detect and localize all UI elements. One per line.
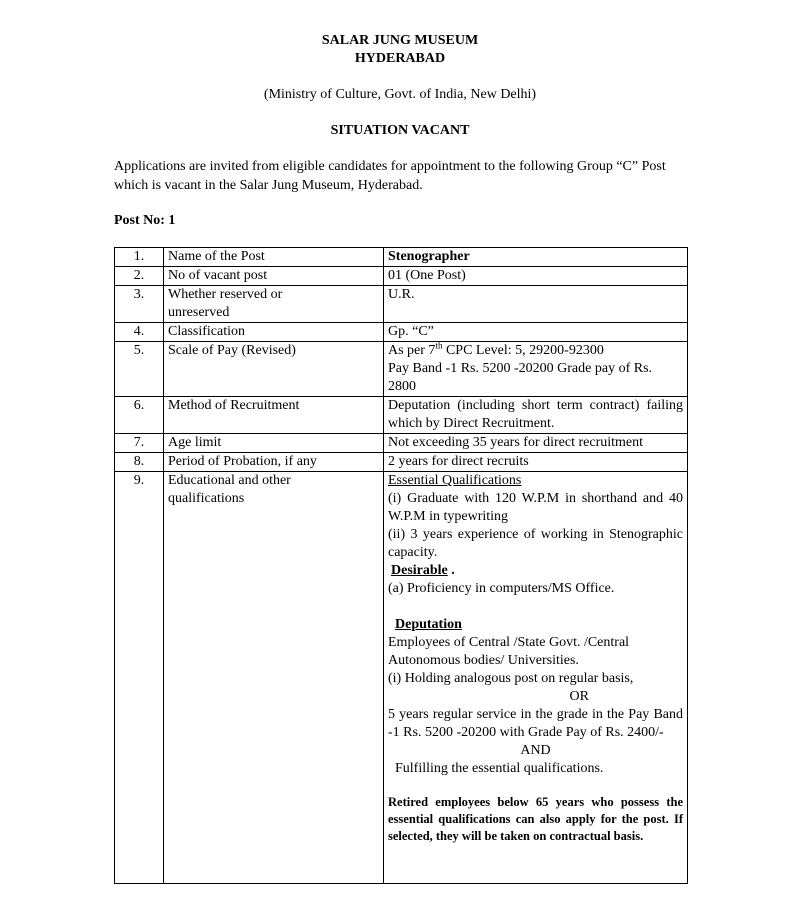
- or-separator: OR: [569, 689, 589, 704]
- post-number: Post No: 1: [114, 213, 176, 228]
- row-value: 2 years for direct recruits: [384, 453, 688, 472]
- row-label: Method of Recruitment: [164, 397, 384, 434]
- museum-name: SALAR JUNG MUSEUM: [321, 33, 479, 48]
- intro-paragraph: Applications are invited from eligible candidates for appointment to the following Group “C” Post which is vacant in the Salar Jung Museum, Hyderabad.: [114, 159, 666, 193]
- row-number: 6.: [115, 397, 164, 434]
- row-label: Age limit: [164, 434, 384, 453]
- table-row: [115, 342, 688, 397]
- row-label: Educational and other qualifications: [164, 472, 384, 884]
- row-number: 5.: [115, 342, 164, 397]
- row-label: Scale of Pay (Revised): [164, 342, 384, 397]
- deputation-heading: Deputation: [395, 617, 462, 632]
- row-value: [384, 342, 688, 397]
- row-number: 8.: [115, 453, 164, 472]
- essential-item: (i) Graduate with 120 W.P.M in shorthand and 40 W.P.M in typewriting: [388, 491, 683, 524]
- row-label: Period of Probation, if any: [164, 453, 384, 472]
- row-number: 7.: [115, 434, 164, 453]
- table-row: [115, 434, 688, 453]
- table-row: [115, 286, 688, 323]
- pay-level-text-end: CPC Level: 5, 29200-92300: [442, 343, 604, 358]
- table-row: [115, 453, 688, 472]
- pay-level-text: As per 7: [388, 343, 436, 358]
- desirable-dot: .: [447, 563, 455, 578]
- document-header: [0, 32, 800, 68]
- row-label: Name of the Post: [164, 248, 384, 267]
- retired-note: Retired employees below 65 years who possess the essential qualifications can also apply for the post. If selected, they will be taken on contractual basis.: [388, 795, 683, 843]
- table-row: [115, 397, 688, 434]
- row-label: No of vacant post: [164, 267, 384, 286]
- row-value: Stenographer: [384, 248, 688, 267]
- pay-level-sup: th: [435, 340, 443, 351]
- row-value: U.R.: [384, 286, 688, 323]
- and-separator: AND: [520, 743, 551, 758]
- row-number: 9.: [115, 472, 164, 884]
- pay-band-line: Pay Band -1 Rs. 5200 -20200 Grade pay of Rs. 2800: [388, 361, 653, 394]
- row-value: Not exceeding 35 years for direct recruitment: [384, 434, 688, 453]
- row-number: 1.: [115, 248, 164, 267]
- deputation-item: Fulfilling the essential qualifications.: [395, 761, 604, 776]
- table-row: [115, 323, 688, 342]
- museum-city: HYDERABAD: [354, 51, 446, 66]
- page-title: SITUATION VACANT: [330, 123, 470, 138]
- qualifications-cell: [384, 472, 688, 884]
- deputation-item: (i) Holding analogous post on regular basis,: [388, 671, 634, 686]
- table-row: [115, 472, 688, 884]
- desirable-heading: Desirable: [391, 563, 448, 578]
- deputation-item: Employees of Central /State Govt. /Central Autonomous bodies/ Universities.: [388, 635, 630, 668]
- row-label: Classification: [164, 323, 384, 342]
- pay-level-line: [388, 342, 683, 360]
- desirable-item: (a) Proficiency in computers/MS Office.: [388, 581, 615, 596]
- row-value: Deputation (including short term contract) failing which by Direct Recruitment.: [384, 397, 688, 434]
- ministry-line: (Ministry of Culture, Govt. of India, New Delhi): [263, 87, 537, 102]
- row-label: Whether reserved or unreserved: [164, 286, 384, 323]
- table-row: [115, 267, 688, 286]
- row-number: 2.: [115, 267, 164, 286]
- post-details-table: [114, 247, 688, 884]
- desirable-heading-line: [388, 562, 683, 580]
- deputation-item: 5 years regular service in the grade in the Pay Band -1 Rs. 5200 -20200 with Grade Pay of Rs. 2400/-: [388, 707, 683, 740]
- essential-item: (ii) 3 years experience of working in Stenographic capacity.: [388, 527, 683, 560]
- row-number: 3.: [115, 286, 164, 323]
- row-value: 01 (One Post): [384, 267, 688, 286]
- row-number: 4.: [115, 323, 164, 342]
- essential-heading: Essential Qualifications: [388, 473, 522, 488]
- row-value: Gp. “C”: [384, 323, 688, 342]
- table-row: [115, 248, 688, 267]
